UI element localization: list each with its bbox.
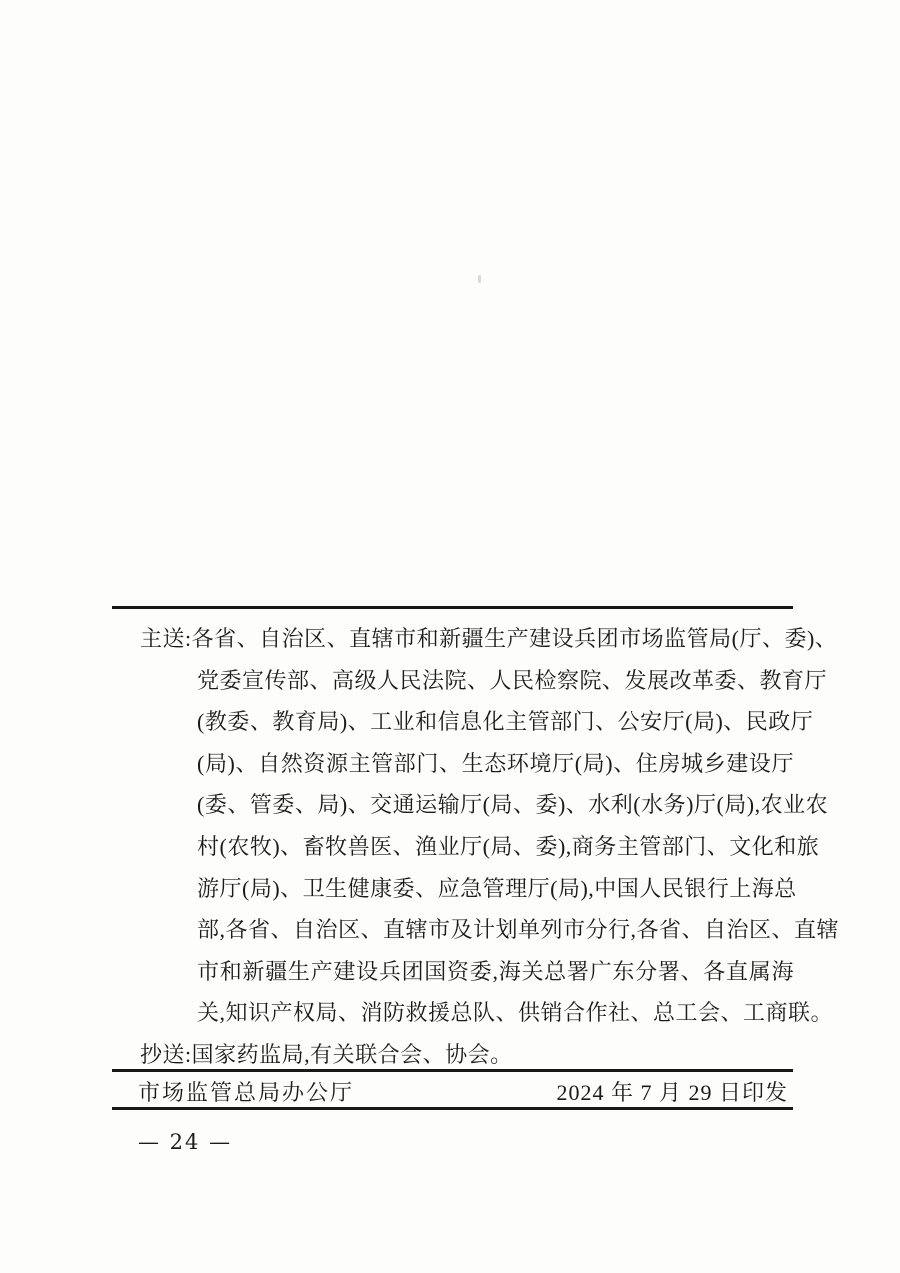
page-number: — 24 — xyxy=(138,1130,233,1154)
distribution-line: 村(农牧)、畜牧兽医、渔业厅(局、委),商务主管部门、文化和旅 xyxy=(197,833,820,859)
top-divider-rule xyxy=(112,606,793,609)
copy-recipients-text: 国家药监局,有关联合会、协会。 xyxy=(191,1041,513,1067)
main-recipients-label: 主送: xyxy=(140,626,192,651)
distribution-line: (委、管委、局)、交通运输厅(局、委)、水利(水务)厅(局),农业农 xyxy=(197,792,829,818)
footer-top-rule xyxy=(112,1069,793,1072)
distribution-line: 部,各省、自治区、直辖市及计划单列市分行,各省、自治区、直辖 xyxy=(197,917,840,943)
distribution-line: 市和新疆生产建设兵团国资委,海关总署广东分署、各直属海 xyxy=(197,958,794,984)
main-recipients-text: 各省、自治区、直辖市和新疆生产建设兵团市场监管局(厅、委)、 xyxy=(191,626,838,651)
distribution-line: (局)、自然资源主管部门、生态环境厅(局)、住房城乡建设厅 xyxy=(197,750,794,776)
copy-recipients-label: 抄送: xyxy=(140,1041,192,1067)
footer-bottom-rule xyxy=(112,1107,793,1110)
distribution-line: (教委、教育局)、工业和信息化主管部门、公安厅(局)、民政厅 xyxy=(197,709,814,735)
distribution-line: 游厅(局)、卫生健康委、应急管理厅(局),中国人民银行上海总 xyxy=(197,875,797,901)
scan-speck xyxy=(478,275,481,283)
distribution-line: 关,知识产权局、消防救援总队、供销合作社、总工会、工商联。 xyxy=(197,1000,834,1026)
print-date: 2024 年 7 月 29 日印发 xyxy=(556,1080,788,1105)
distribution-block xyxy=(140,618,840,1076)
distribution-line: 党委宣传部、高级人民法院、人民检察院、发展改革委、教育厅 xyxy=(197,667,828,693)
issuing-office: 市场监管总局办公厅 xyxy=(138,1080,355,1105)
distribution-line-main-1 xyxy=(140,618,838,660)
